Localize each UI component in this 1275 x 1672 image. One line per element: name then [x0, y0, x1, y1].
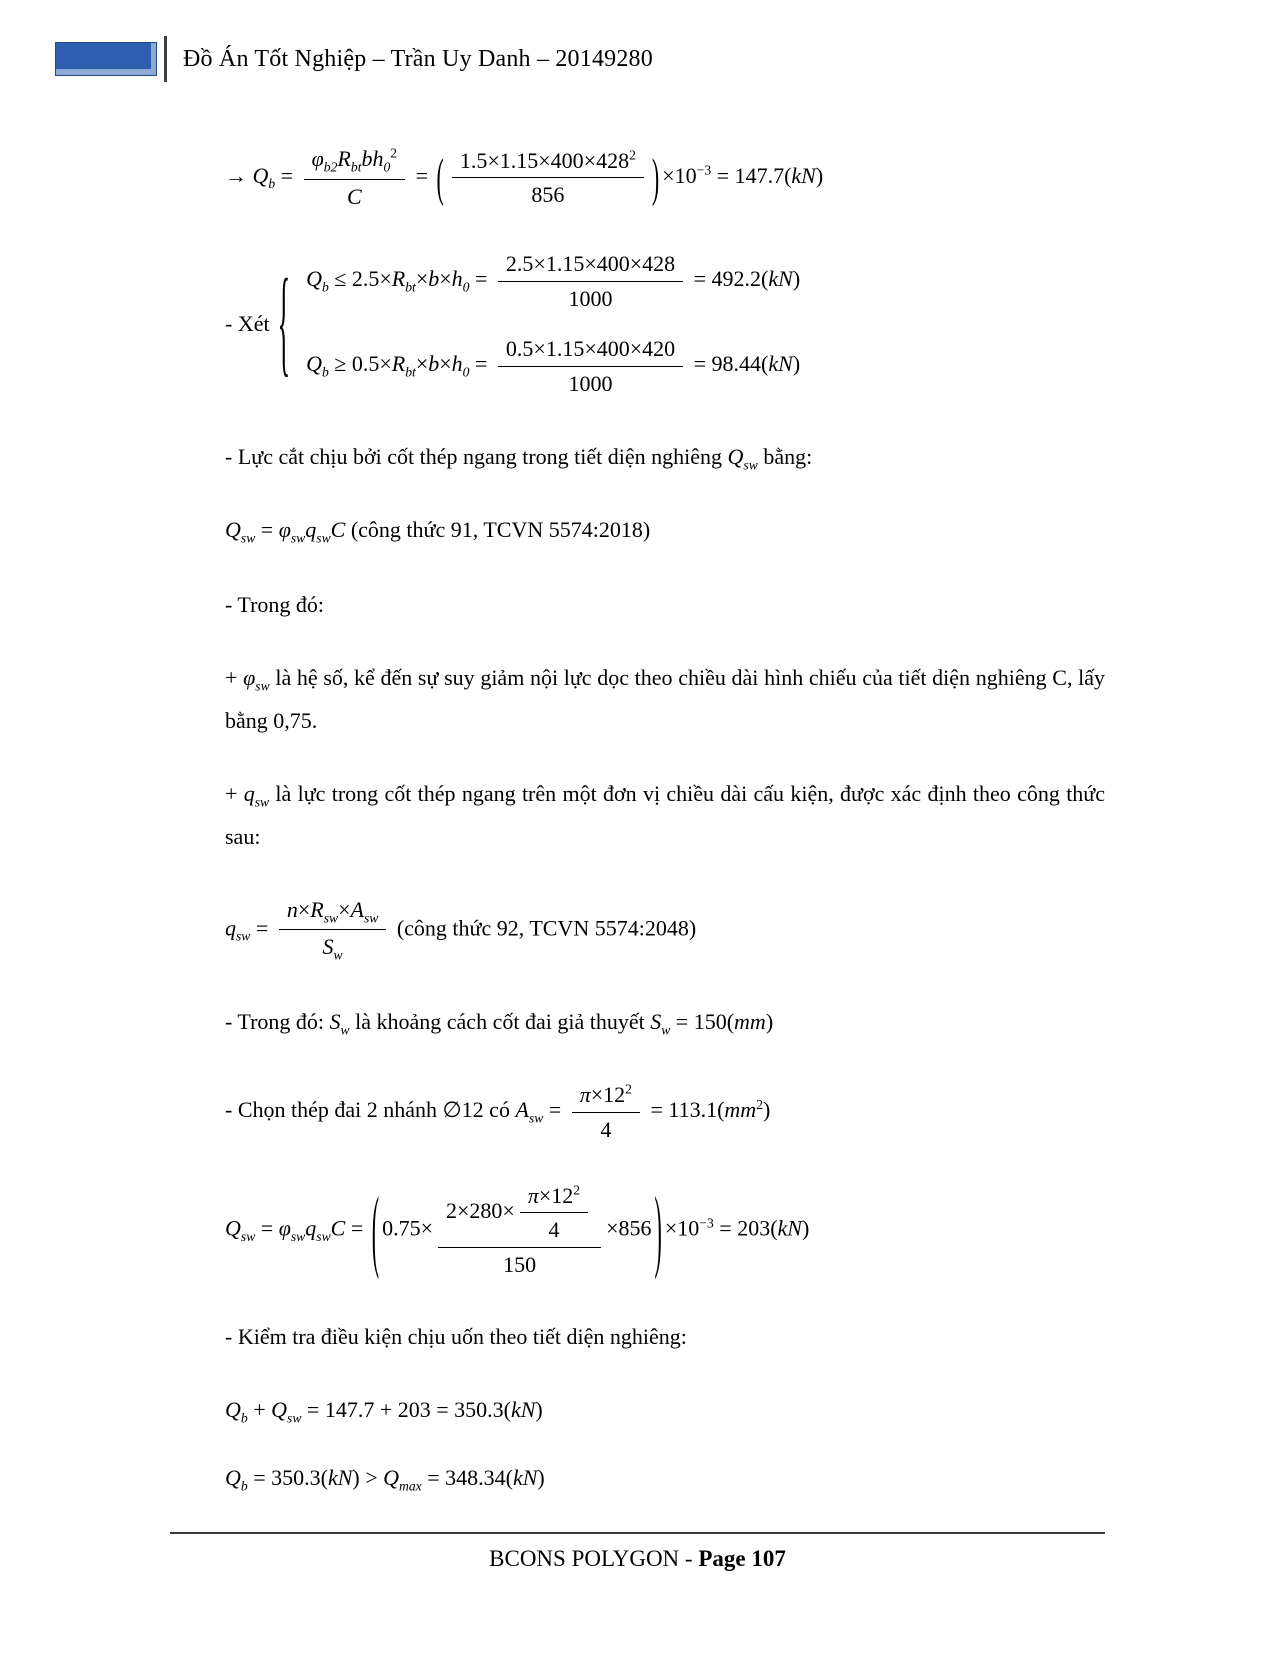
numerator — [498, 249, 683, 282]
math-variable: Q — [383, 1465, 400, 1491]
paragraph — [225, 1001, 1105, 1044]
math-variable: q — [243, 780, 255, 806]
math-text: = — [345, 1215, 369, 1241]
denominator — [561, 282, 621, 314]
math-text: = 150( — [670, 1009, 735, 1035]
math-text: = 147.7( — [711, 162, 792, 188]
subscript: 0 — [383, 159, 391, 175]
math-text: 1.5×1.15×400×428 — [459, 147, 630, 173]
denominator — [540, 1213, 567, 1245]
paragraph — [225, 436, 1105, 479]
footer-page-number: Page 107 — [698, 1546, 786, 1572]
math-text: = — [255, 1215, 279, 1241]
subscript: sw — [240, 1228, 256, 1244]
math-variable: C — [330, 1215, 346, 1241]
math-text: ×10 — [664, 1215, 700, 1241]
math-variable: q — [225, 915, 236, 940]
subscript: w — [340, 1022, 350, 1038]
math-variable: kN — [777, 1215, 802, 1241]
fraction — [304, 144, 405, 211]
math-variable: kN — [510, 1396, 536, 1422]
paragraph — [225, 657, 1105, 743]
math-text: - Trong đó: — [225, 592, 325, 618]
math-variable: S — [329, 1009, 341, 1035]
math-text: = — [543, 1097, 567, 1123]
document-footer — [0, 1532, 1275, 1672]
math-text: 0.75× — [382, 1215, 434, 1241]
math-variable: Q — [225, 1215, 241, 1241]
math-text: + — [247, 1396, 272, 1422]
subscript: w — [661, 1022, 671, 1038]
math-variable: mm — [734, 1009, 766, 1035]
math-text: = 348.34( — [421, 1465, 513, 1491]
math-variable: A — [515, 1097, 529, 1123]
math-variable: kN — [327, 1465, 353, 1491]
math-text: ×856 — [606, 1215, 652, 1241]
math-text: = 350.3( — [247, 1465, 328, 1491]
math-text: × — [415, 351, 429, 377]
fraction — [498, 334, 683, 398]
formula-line — [306, 249, 800, 313]
math-text: ≤ 2.5× — [328, 266, 392, 292]
math-text: 0.5×1.15×400×420 — [505, 335, 676, 361]
math-variable: n — [286, 896, 298, 922]
formula-line — [225, 515, 1105, 548]
math-variable: mm — [724, 1097, 757, 1123]
math-text: × — [415, 266, 429, 292]
math-variable: π — [579, 1082, 591, 1108]
math-text: = — [410, 162, 434, 188]
subscript: b — [240, 1409, 248, 1425]
subscript: sw — [255, 678, 270, 694]
math-variable: q — [305, 1215, 317, 1241]
math-text: ) — [537, 1465, 545, 1491]
math-variable: Q — [306, 266, 322, 292]
math-text: 2.5×1.15×400×428 — [505, 251, 676, 277]
subscript: b2 — [323, 159, 338, 175]
math-text: × — [338, 896, 351, 922]
denominator — [523, 178, 572, 210]
math-text: + — [225, 780, 244, 806]
subscript: sw — [290, 1228, 306, 1244]
subscript: b — [268, 176, 276, 192]
subscript: sw — [323, 910, 339, 926]
subscript: w — [333, 947, 343, 963]
fraction — [498, 249, 683, 313]
math-variable: A — [350, 896, 364, 922]
math-variable: b — [428, 351, 440, 377]
subscript: max — [399, 1478, 422, 1494]
denominator — [592, 1113, 619, 1145]
math-text: × — [439, 351, 452, 377]
header-divider — [164, 36, 167, 82]
math-text: = 203( — [713, 1215, 778, 1241]
subscript: bt — [350, 159, 362, 175]
math-text: = — [255, 517, 279, 543]
math-text: ) — [792, 351, 801, 377]
math-text: 4 — [600, 1116, 612, 1142]
denominator — [315, 930, 351, 965]
subscript: sw — [316, 530, 331, 546]
math-text: × — [297, 896, 311, 922]
formula-line — [225, 895, 1105, 966]
formula-line — [225, 1080, 1105, 1144]
math-text: 4 — [548, 1217, 560, 1243]
math-text: 1000 — [568, 286, 613, 312]
subscript: sw — [363, 910, 379, 926]
superscript: 2 — [625, 1081, 632, 1097]
footer-text — [0, 1546, 1275, 1572]
math-text: ) — [801, 1215, 810, 1241]
math-variable: Q — [271, 1396, 288, 1422]
superscript: 2 — [390, 145, 398, 161]
math-variable: φ — [278, 517, 291, 543]
math-text: bằng: — [757, 444, 813, 470]
math-text: ×12 — [538, 1182, 574, 1208]
system-brace: { — [277, 254, 291, 389]
math-text: (công thức 92, TCVN 5574:2048) — [391, 915, 697, 940]
math-variable: b — [361, 146, 373, 171]
math-text: ≥ 0.5× — [328, 351, 392, 377]
subscript: sw — [240, 530, 256, 546]
formula-line — [225, 1463, 1105, 1496]
math-text: - Lực cắt chịu bởi cốt thép ngang trong tiết diện nghiêng — [225, 444, 728, 470]
stretch-delimiter: ) — [651, 146, 660, 207]
math-variable: φ — [243, 664, 256, 690]
stretch-delimiter: ( — [436, 146, 444, 207]
math-text: ×10 — [662, 162, 697, 188]
math-text: = 98.44( — [688, 351, 769, 377]
math-text: ) > — [352, 1465, 384, 1491]
superscript: −3 — [699, 1214, 714, 1230]
math-variable: S — [650, 1009, 662, 1035]
numerator — [279, 895, 387, 931]
math-variable: R — [391, 266, 406, 292]
document-body — [225, 108, 1105, 1532]
math-text: - Trong đó: — [225, 1009, 330, 1035]
math-text: - Chọn thép đai 2 nhánh ∅12 có — [225, 1097, 516, 1123]
math-text: 1000 — [568, 370, 613, 396]
math-text: ) — [763, 1097, 771, 1123]
math-variable: R — [310, 896, 324, 922]
math-variable: b — [428, 266, 440, 292]
paragraph — [225, 584, 1105, 627]
subscript: bt — [405, 280, 416, 296]
formula-line — [225, 1395, 1105, 1428]
paragraph — [225, 773, 1105, 859]
math-text: 150 — [503, 1251, 537, 1277]
math-text: ) — [792, 266, 801, 292]
formula-line — [306, 334, 800, 398]
math-text: = — [250, 915, 274, 940]
footer-brand: BCONS POLYGON - — [489, 1546, 699, 1572]
subscript: b — [321, 364, 329, 380]
math-text: 856 — [531, 182, 565, 208]
math-text: = — [469, 266, 493, 292]
numerator — [520, 1181, 588, 1214]
math-text: là khoảng cách cốt đai giả thuyết — [349, 1009, 651, 1035]
math-text: = 147.7 + 203 = 350.3( — [301, 1396, 511, 1422]
math-text: ) — [765, 1009, 774, 1035]
denominator — [561, 367, 621, 399]
fraction — [438, 1181, 601, 1280]
math-text: (công thức 91, TCVN 5574:2018) — [345, 517, 651, 543]
subscript: b — [240, 1478, 248, 1494]
math-variable: kN — [791, 162, 816, 188]
superscript: 2 — [629, 147, 636, 163]
stretch-delimiter: ( — [371, 1176, 380, 1282]
math-variable: kN — [768, 351, 793, 377]
math-variable: Q — [225, 1465, 241, 1491]
numerator — [304, 144, 405, 180]
math-variable: C — [330, 517, 346, 543]
math-variable: Q — [727, 444, 744, 470]
math-variable: R — [391, 351, 406, 377]
numerator — [498, 334, 683, 367]
superscript: −3 — [696, 162, 712, 178]
math-variable: S — [322, 934, 334, 960]
math-variable: φ — [311, 146, 324, 171]
numerator — [438, 1181, 601, 1248]
subscript: 0 — [462, 280, 470, 296]
numerator — [572, 1080, 640, 1113]
fraction — [520, 1181, 588, 1245]
subscript: bt — [405, 364, 416, 380]
math-text: ) — [535, 1396, 543, 1422]
math-text: + — [225, 664, 244, 690]
fraction — [452, 146, 644, 210]
subscript: b — [321, 280, 329, 296]
math-variable: kN — [768, 266, 793, 292]
math-text: = 113.1( — [644, 1097, 725, 1123]
subscript: sw — [287, 1409, 302, 1425]
superscript: 2 — [573, 1182, 581, 1198]
fraction — [279, 895, 387, 966]
math-text: × — [439, 266, 452, 292]
formula-line — [225, 144, 1105, 211]
system-rows — [306, 249, 800, 398]
math-text: là hệ số, kể đến sự suy giảm nội lực dọc theo chiều dài hình chiếu của tiết diện nghiêng C, lấy bằng 0,75. — [225, 664, 1105, 733]
subscript: sw — [290, 530, 306, 546]
equation-system — [225, 249, 1105, 398]
math-text: - Xét — [225, 310, 270, 336]
math-text: là lực trong cốt thép ngang trên một đơn vị chiều dài cấu kiện, được xác định theo công thức sau: — [225, 780, 1105, 849]
fraction — [572, 1080, 640, 1144]
math-variable: π — [527, 1182, 539, 1208]
math-variable: Q — [252, 162, 269, 188]
math-variable: kN — [512, 1465, 538, 1491]
math-variable: Q — [225, 1396, 241, 1422]
math-text: → — [225, 162, 253, 188]
blue-rectangle-logo — [55, 42, 157, 76]
math-text: = — [275, 162, 299, 188]
subscript: sw — [528, 1110, 544, 1126]
math-text: ) — [815, 162, 824, 188]
math-variable: Q — [225, 517, 241, 543]
math-variable: C — [347, 183, 362, 209]
system-label — [225, 311, 270, 337]
math-text: = 492.2( — [688, 266, 769, 292]
subscript: sw — [236, 928, 251, 944]
math-variable: h — [372, 146, 384, 171]
subscript: sw — [743, 457, 758, 473]
header-title: Đồ Án Tốt Nghiệp – Trần Uy Danh – 20149280 — [183, 45, 653, 72]
denominator — [495, 1248, 544, 1280]
math-text: ×12 — [590, 1082, 626, 1108]
math-variable: h — [451, 351, 463, 377]
formula-line — [225, 1176, 1105, 1282]
math-variable: φ — [278, 1215, 291, 1241]
denominator — [339, 180, 370, 212]
math-variable: h — [451, 266, 463, 292]
footer-divider — [170, 1532, 1105, 1534]
numerator — [452, 146, 644, 179]
math-text: = — [469, 351, 493, 377]
subscript: sw — [254, 794, 270, 810]
math-variable: q — [305, 517, 317, 543]
math-variable: Q — [306, 351, 322, 377]
math-text: - Kiểm tra điều kiện chịu uốn theo tiết diện nghiêng: — [225, 1323, 687, 1349]
subscript: sw — [316, 1228, 331, 1244]
paragraph — [225, 1316, 1105, 1359]
math-variable: R — [337, 146, 351, 171]
stretch-delimiter: ) — [654, 1176, 662, 1282]
superscript: 2 — [756, 1097, 763, 1113]
subscript: 0 — [462, 364, 470, 380]
math-text: 2×280× — [446, 1197, 515, 1223]
document-header — [0, 0, 1275, 82]
